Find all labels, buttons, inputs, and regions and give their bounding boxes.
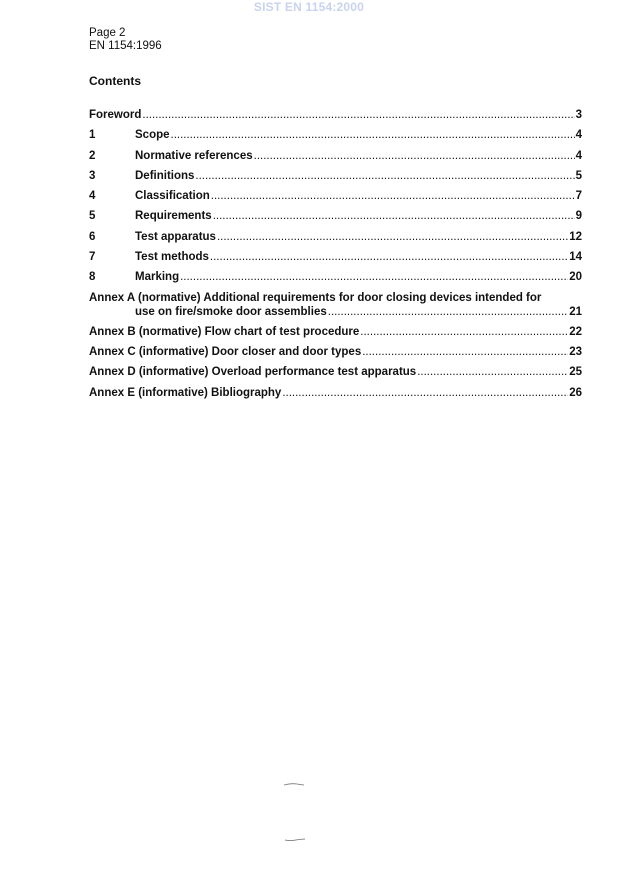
toc-entry-definitions[interactable] [89, 169, 582, 189]
toc-label-continued: use on fire/smoke door assemblies [135, 305, 327, 318]
toc-label: Annex B (normative) Flow chart of test procedure [89, 325, 360, 338]
toc-label: Annex E (informative) Bibliography [89, 386, 282, 399]
toc-label: Marking [135, 271, 180, 284]
toc-section-number: 5 [89, 210, 96, 223]
toc-entry-test-apparatus[interactable] [89, 230, 582, 250]
toc-page-number: 4 [575, 129, 582, 142]
page-number: Page 2 [89, 27, 126, 39]
toc-page-number: 20 [569, 271, 582, 284]
toc-label: Annex D (informative) Overload performance test apparatus [89, 366, 417, 379]
dot-leader [213, 209, 575, 223]
toc-label: Annex C (informative) Door closer and door types [89, 345, 362, 358]
toc-section-number: 7 [89, 251, 96, 264]
toc-entry-annex-a[interactable] [89, 291, 582, 319]
toc-label: Test methods [135, 251, 209, 264]
page-header [89, 27, 162, 53]
table-of-contents [89, 108, 582, 406]
toc-entry-annex-c[interactable] [89, 345, 582, 365]
toc-entry-requirements[interactable] [89, 209, 582, 229]
toc-page-number: 4 [575, 149, 582, 162]
toc-label: Requirements [135, 210, 212, 223]
dot-leader [328, 305, 568, 319]
dot-leader [142, 108, 574, 122]
toc-page-number: 3 [575, 109, 582, 121]
toc-entry-test-methods[interactable] [89, 250, 582, 270]
toc-page-number: 26 [569, 386, 582, 399]
toc-label: Annex A (normative) Additional requirements for door closing devices intended for [89, 291, 542, 304]
scan-smudge-mark [283, 783, 305, 786]
toc-page-number: 22 [569, 325, 582, 338]
toc-label: Test apparatus [135, 230, 216, 243]
toc-entry-annex-e[interactable] [89, 386, 582, 406]
toc-entry-annex-b[interactable] [89, 325, 582, 345]
toc-section-number: 2 [89, 149, 96, 162]
toc-label: Definitions [135, 169, 195, 182]
watermark: SIST EN 1154:2000 [253, 0, 365, 14]
toc-section-number: 3 [89, 169, 96, 182]
toc-section-number: 1 [89, 129, 96, 142]
toc-entry-foreword[interactable] [89, 108, 582, 128]
toc-label: Foreword [89, 109, 142, 121]
toc-entry-normative-references[interactable] [89, 149, 582, 169]
dot-leader [210, 250, 568, 264]
standard-id: EN 1154:1996 [89, 40, 162, 52]
toc-section-number: 8 [89, 271, 96, 284]
toc-section-number: 6 [89, 230, 96, 243]
toc-section-number: 4 [89, 190, 96, 203]
toc-page-number: 21 [569, 305, 582, 318]
toc-page-number: 7 [575, 190, 582, 203]
toc-page-number: 25 [569, 366, 582, 379]
dot-leader [180, 270, 568, 284]
dot-leader [282, 386, 568, 400]
scan-smudge-mark [284, 838, 306, 842]
dot-leader [211, 189, 575, 203]
dot-leader [362, 345, 568, 359]
toc-entry-classification[interactable] [89, 189, 582, 209]
dot-leader [254, 149, 575, 163]
toc-entry-annex-d[interactable] [89, 365, 582, 385]
toc-entry-marking[interactable] [89, 270, 582, 290]
toc-page-number: 12 [569, 230, 582, 243]
toc-label: Scope [135, 129, 170, 142]
toc-page-number: 14 [569, 251, 582, 264]
contents-heading: Contents [89, 74, 141, 88]
toc-label: Classification [135, 190, 210, 203]
toc-entry-scope[interactable] [89, 128, 582, 148]
dot-leader [217, 230, 568, 244]
toc-page-number: 9 [575, 210, 582, 223]
dot-leader [360, 325, 568, 339]
dot-leader [171, 128, 575, 142]
toc-page-number: 23 [569, 345, 582, 358]
dot-leader [417, 365, 568, 379]
dot-leader [195, 169, 574, 183]
toc-label: Normative references [135, 149, 253, 162]
toc-page-number: 5 [575, 169, 582, 182]
